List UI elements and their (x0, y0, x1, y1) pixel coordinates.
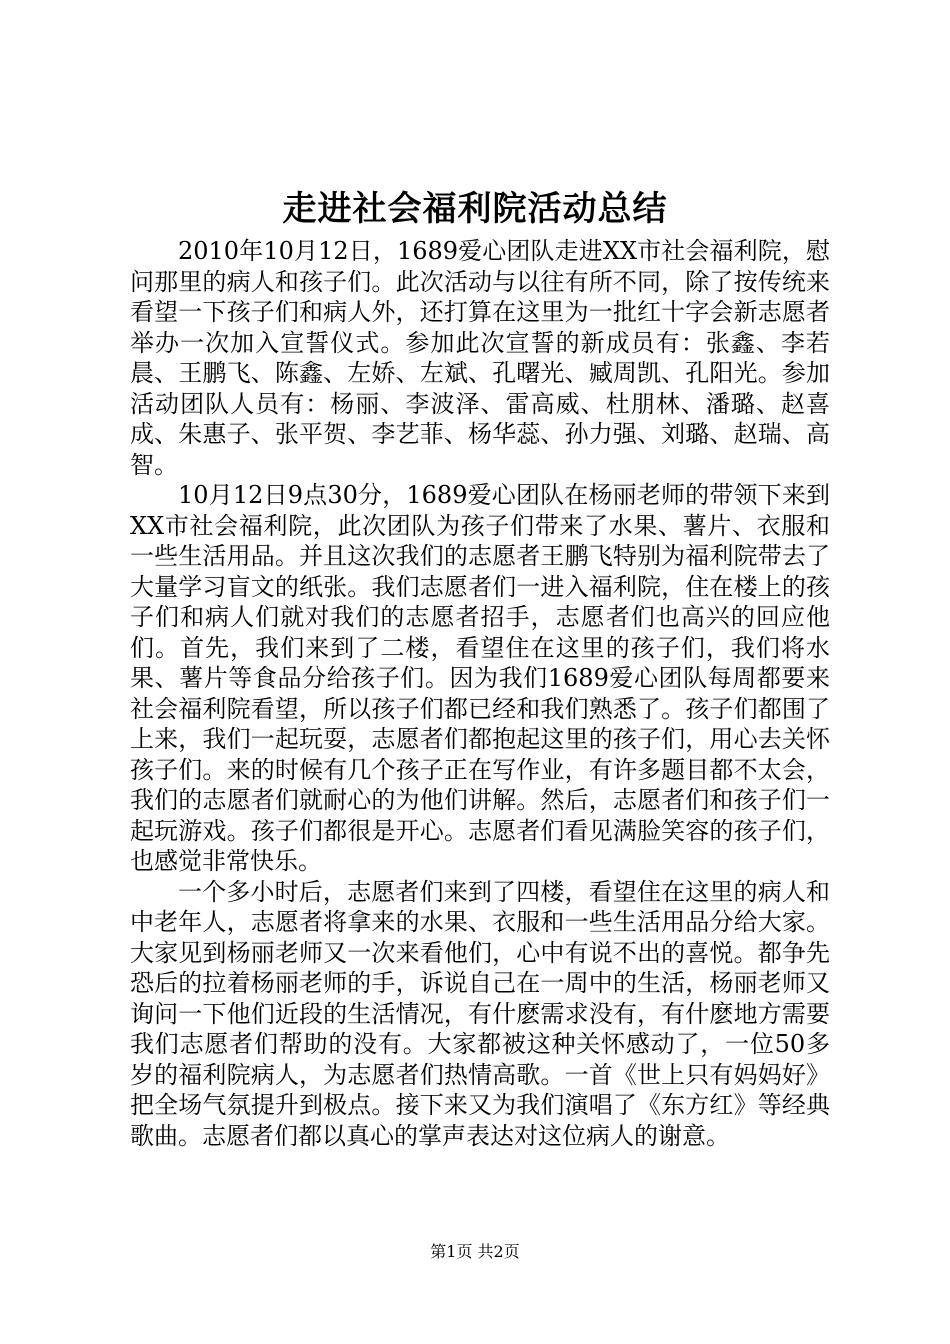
page-footer: 第1页 共2页 (430, 1242, 520, 1261)
document-title: 走进社会福利院活动总结 (282, 189, 668, 229)
paragraph-3: 一个多小时后，志愿者们来到了四楼，看望住在这里的病人和中老年人，志愿者将拿来的水果、衣服和一些生活用品分给大家。大家见到杨丽老师又一次来看他们，心中有说不出的喜悦。都争先恐后的拉着杨丽老师的手，诉说自己在一周中的生活，杨丽老师又询问一下他们近段的生活情况，有什麽需求没有，有什麽地方需要我们志愿者们帮助的没有。大家都被这种关怀感动了，一位50多岁的福利院病人，为志愿者们热情高歌。一首《世上只有妈妈好》把全场气氛提升到极点。接下来又为我们演唱了《东方红》等经典歌曲。志愿者们都以真心的掌声表达对这位病人的谢意。 (130, 877, 830, 1150)
document-body (130, 236, 830, 1151)
paragraph-1: 2010年10月12日，1689爱心团队走进XX市社会福利院，慰问那里的病人和孩子们。此次活动与以往有所不同，除了按传统来看望一下孩子们和病人外，还打算在这里为一批红十字会新志愿者举办一次加入宣誓仪式。参加此次宣誓的新成员有：张鑫、李若晨、王鹏飞、陈鑫、左娇、左斌、孔曙光、臧周凯、孔阳光。参加活动团队人员有：杨丽、李波泽、雷高威、杜朋林、潘璐、赵喜成、朱惠子、张平贺、李艺菲、杨华蕊、孙力强、刘璐、赵瑞、高智。 (130, 237, 830, 479)
paragraph-2: 10月12日9点30分，1689爱心团队在杨丽老师的带领下来到XX市社会福利院，此次团队为孩子们带来了水果、薯片、衣服和一些生活用品。并且这次我们的志愿者王鹏飞特别为福利院带去了大量学习盲文的纸张。我们志愿者们一进入福利院，住在楼上的孩子们和病人们就对我们的志愿者招手，志愿者们也高兴的回应他们。首先，我们来到了二楼，看望住在这里的孩子们，我们将水果、薯片等食品分给孩子们。因为我们1689爱心团队每周都要来社会福利院看望，所以孩子们都已经和我们熟悉了。孩子们都围了上来，我们一起玩耍，志愿者们都抱起这里的孩子们，用心去关怀孩子们。来的时候有几个孩子正在写作业，有许多题目都不太会，我们的志愿者们就耐心的为他们讲解。然后，志愿者们和孩子们一起玩游戏。孩子们都很是开心。志愿者们看见满脸笑容的孩子们，也感觉非常快乐。 (130, 481, 830, 875)
